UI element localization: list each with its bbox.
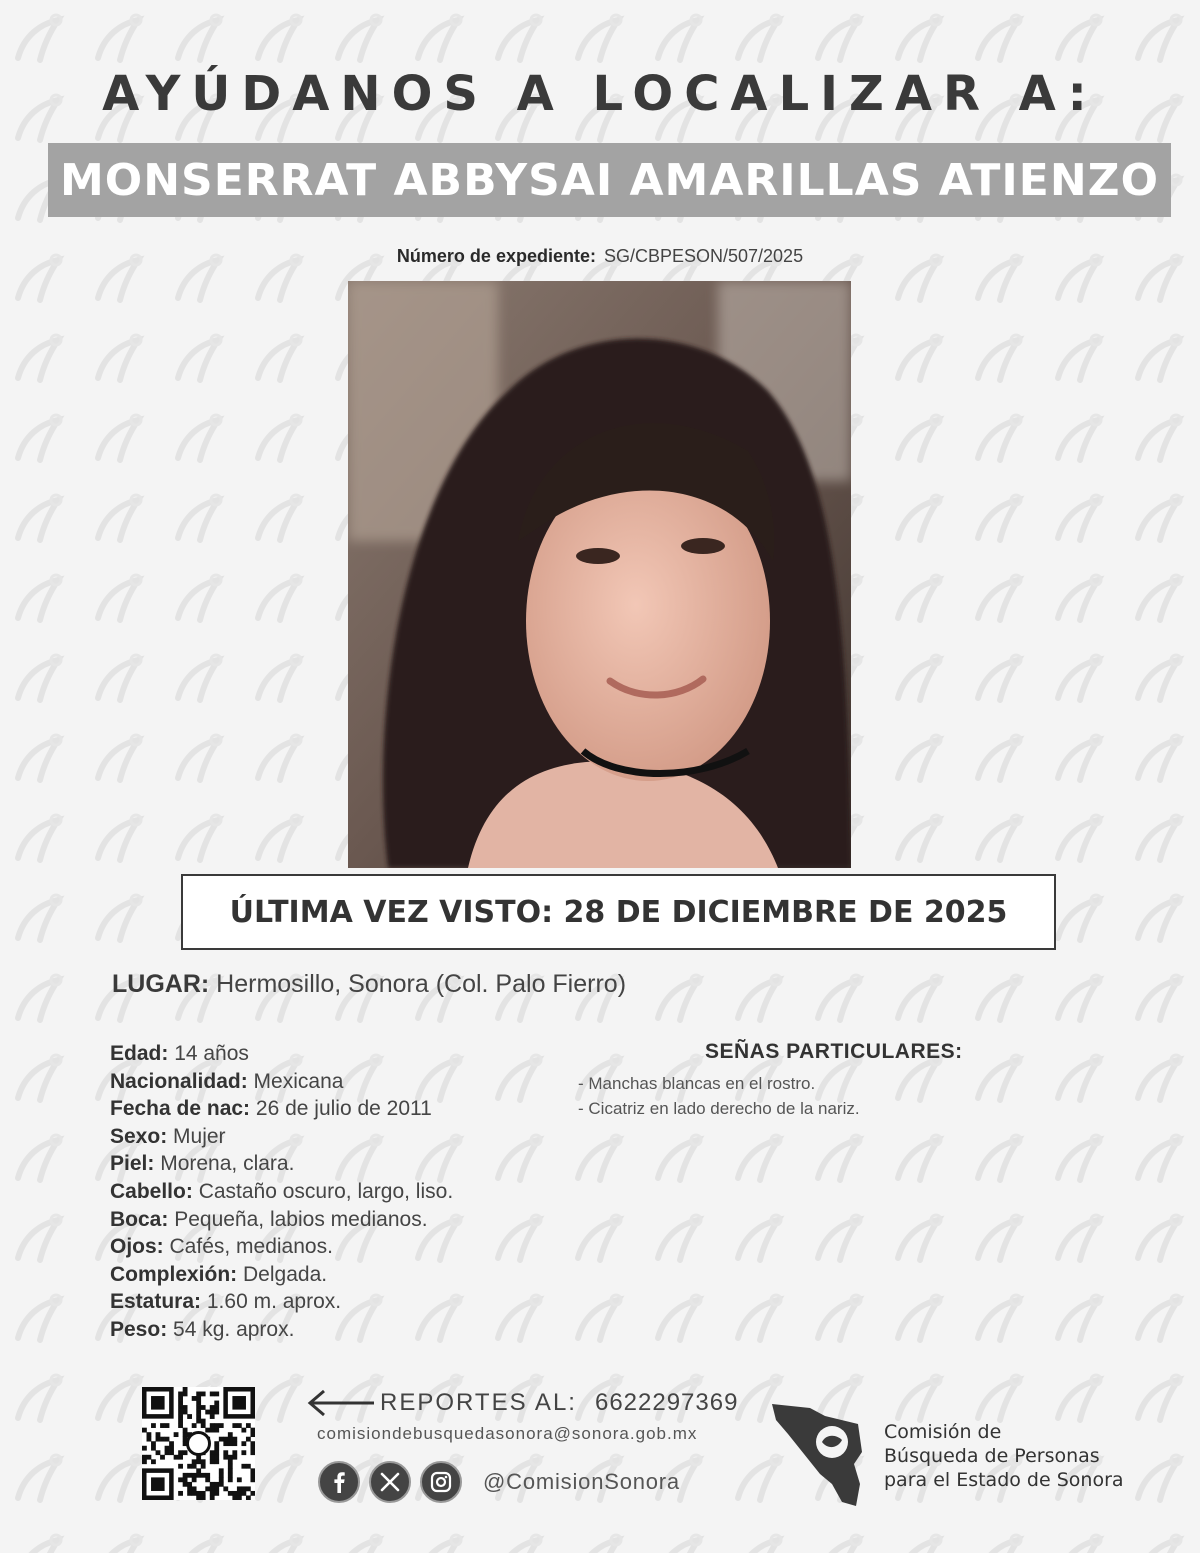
detail-label: Cabello: (110, 1179, 193, 1203)
detail-label: Boca: (110, 1207, 169, 1231)
arrow-left-icon (306, 1388, 376, 1418)
report-email[interactable]: comisiondebusquedasonora@sonora.gob.mx (317, 1424, 698, 1443)
detail-row (110, 1123, 453, 1151)
detail-value: Mexicana (253, 1069, 344, 1093)
detail-row (110, 1178, 453, 1206)
detail-value: Delgada. (243, 1262, 328, 1286)
name-banner (48, 143, 1171, 217)
org-line: Comisión de (884, 1421, 1002, 1443)
qr-code-icon (142, 1387, 255, 1500)
x-icon[interactable] (369, 1461, 411, 1503)
report-phone[interactable]: 6622297369 (594, 1389, 739, 1416)
expediente-label: Número de expediente: (396, 246, 596, 266)
detail-row (110, 1316, 453, 1344)
detail-row (110, 1040, 453, 1068)
detail-value: Morena, clara. (160, 1152, 295, 1176)
reportes-label: REPORTES AL: (380, 1389, 577, 1416)
person-photo (348, 281, 851, 868)
facebook-icon[interactable] (318, 1461, 360, 1503)
detail-label: Edad: (110, 1042, 169, 1065)
detail-value: Castaño oscuro, largo, liso. (198, 1179, 454, 1203)
senas-list (578, 1071, 860, 1121)
instagram-icon[interactable] (420, 1461, 462, 1503)
detail-row (110, 1150, 453, 1178)
detail-label: Peso: (110, 1317, 168, 1341)
detail-value: Mujer (173, 1124, 226, 1148)
senas-item: - Cicatriz en lado derecho de la nariz. (578, 1099, 860, 1118)
org-line: Búsqueda de Personas (884, 1445, 1100, 1467)
detail-label: Ojos: (110, 1235, 164, 1259)
sonora-map-logo-icon (770, 1394, 870, 1509)
expediente-value: SG/CBPESON/507/2025 (603, 246, 804, 266)
location-value: Hermosillo, Sonora (Col. Palo Fierro) (216, 970, 627, 998)
expediente-line (0, 246, 1200, 267)
detail-value: Cafés, medianos. (169, 1235, 333, 1259)
detail-value: 54 kg. aprox. (173, 1317, 295, 1341)
detail-label: Fecha de nac: (110, 1097, 251, 1121)
detail-row (110, 1288, 453, 1316)
social-links (318, 1461, 680, 1503)
organization-name (884, 1420, 1124, 1492)
person-name: MONSERRAT ABBYSAI AMARILLAS ATIENZO (60, 154, 1159, 206)
detail-value: Pequeña, labios medianos. (174, 1207, 428, 1231)
detail-row (110, 1233, 453, 1261)
senas-title: SEÑAS PARTICULARES: (705, 1040, 963, 1063)
last-seen-box (181, 874, 1056, 950)
qr-code[interactable] (142, 1387, 255, 1500)
detail-row (110, 1068, 453, 1096)
detail-label: Complexión: (110, 1262, 238, 1286)
detail-row (110, 1261, 453, 1289)
detail-row (110, 1095, 453, 1123)
poster-title: AYÚDANOS A LOCALIZAR A: (102, 66, 1098, 122)
person-photo-icon (348, 281, 851, 868)
last-seen-text: ÚLTIMA VEZ VISTO: 28 DE DICIEMBRE DE 2025 (229, 894, 1008, 930)
detail-row (110, 1206, 453, 1234)
detail-label: Estatura: (110, 1290, 202, 1314)
senas-item: - Manchas blancas en el rostro. (578, 1074, 816, 1093)
detail-value: 26 de julio de 2011 (255, 1097, 432, 1121)
org-line: para el Estado de Sonora (884, 1469, 1124, 1491)
location-line (112, 970, 626, 999)
detail-label: Sexo: (110, 1124, 168, 1148)
detail-value: 14 años (174, 1042, 249, 1065)
detail-value: 1.60 m. aprox. (206, 1290, 342, 1314)
location-label: LUGAR: (112, 970, 210, 998)
detail-label: Nacionalidad: (110, 1069, 248, 1093)
social-handle[interactable]: @ComisionSonora (483, 1469, 680, 1494)
person-details (110, 1040, 453, 1344)
reportes-line (306, 1388, 738, 1418)
detail-label: Piel: (110, 1152, 155, 1176)
